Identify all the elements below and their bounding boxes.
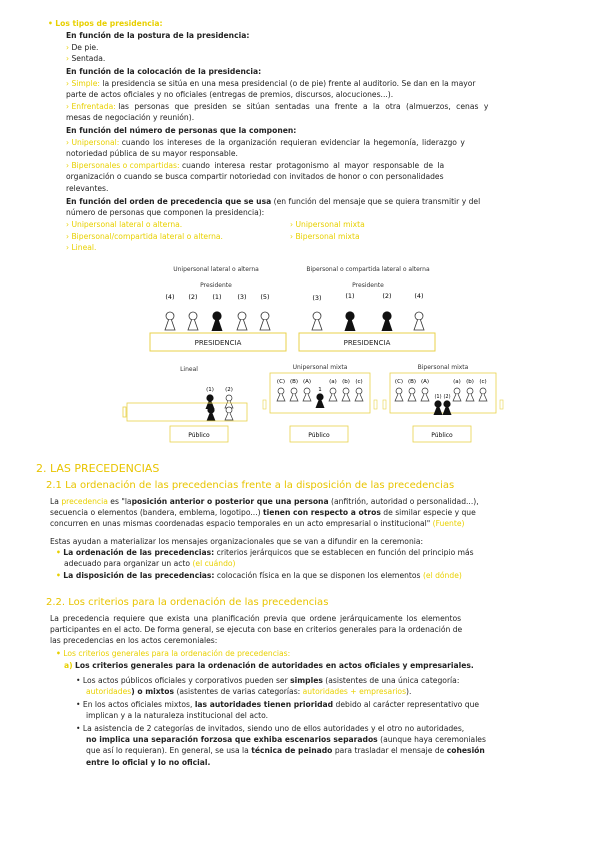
diagram-bipersonal-lateral: [299, 266, 435, 351]
publico-label: Público: [188, 432, 210, 439]
diagram-label: (b): [342, 379, 350, 385]
publico-label: Público: [431, 432, 453, 439]
orden-line-1: En función del orden de precedencia que se usa (en función del mensaje que se quiera transmitir y del: [66, 197, 481, 206]
tipos-presidencia-title: Los tipos de presidencia:: [55, 19, 163, 28]
diagram-label: (C): [276, 379, 286, 385]
publico-label: Público: [308, 432, 330, 439]
orden-line-2: número de personas que componen la presidencia):: [66, 208, 265, 217]
enfrentada-line-2: mesas de negociación y reunión).: [66, 113, 195, 122]
criterios-a-heading: a) Los criterios generales para la ordenación de autoridades en actos oficiales y empresariales.: [64, 661, 474, 670]
person-icon: [421, 388, 429, 401]
diagram-label: (1): [345, 292, 355, 300]
diagram-sublabel: Presidente: [352, 282, 384, 289]
diagram-label: (B): [289, 379, 299, 385]
person-icon: [237, 312, 247, 330]
person-icon: [290, 388, 298, 401]
person-icon: [345, 311, 356, 331]
person-icon: [225, 407, 233, 420]
diagram-label: (a): [453, 379, 461, 385]
person-icon: [312, 312, 322, 330]
person-icon: [260, 312, 270, 330]
criterios-generales-bullet: • Los criterios generales para la ordenación de precedencias:: [56, 649, 291, 658]
diagram-sublabel: Presidente: [200, 282, 232, 289]
diagram-label: (4): [414, 292, 424, 300]
person-icon: [188, 312, 198, 330]
diagram-label: (2): [188, 293, 198, 301]
diagram-label: (4): [165, 293, 175, 301]
diagram-caption: Unipersonal lateral o alterna: [173, 266, 259, 273]
diagram-label: (2): [225, 387, 233, 393]
person-icon: [453, 388, 461, 401]
bipersonal-line-3: relevantes.: [66, 184, 109, 193]
diagram-label: (C): [394, 379, 404, 385]
ordenacion-bullet-l2: adecuado para organizar un acto (el cuándo): [64, 559, 236, 568]
p-criterios-l1: La precedencia requiere que exista una planificación previa que ordene jerárquicamente los elementos: [50, 614, 462, 623]
p-criterios-l3: las precedencias en los actos ceremoniales:: [50, 636, 218, 645]
diagram-bipersonal-mixta: [383, 364, 503, 442]
person-icon: [316, 393, 325, 408]
diagram-lineal: [123, 366, 247, 442]
unipersonal-line-2: notoriedad pública de su mayor responsable.: [66, 149, 238, 158]
person-icon: [329, 388, 337, 401]
simple-line-2: parte de actos oficiales y no oficiales (entregas de premios, discursos, alocuciones...).: [66, 90, 394, 99]
simple-line-1: › Simple: la presidencia se sitúa en una mesa presidencial (o de pie) frente al auditorio. Se dan en la mayor: [66, 79, 476, 88]
section-2-heading: 2. LAS PRECEDENCIAS: [36, 462, 160, 475]
person-icon: [277, 388, 285, 401]
person-icon: [466, 388, 474, 401]
person-icon: [395, 388, 403, 401]
diagram-label: (c): [479, 379, 487, 385]
diagram-label: 1: [318, 387, 322, 393]
unipersonal-line-1: › Unipersonal: cuando los intereses de la organización requieran evidenciar la hegemonía, liderazgo y: [66, 138, 465, 147]
item-1-l1: • Los actos públicos oficiales y corporativos pueden ser simples (asistentes de una única categoría:: [76, 676, 460, 685]
diagram-unipersonal-lateral: [150, 266, 286, 351]
list-item: › Unipersonal mixta: [290, 220, 365, 229]
diagram-label: (A): [302, 379, 312, 385]
p-precedencia-l2: secuencia o elementos (bandera, emblema, logotipo...) tienen con respecto a otros de similar especie y que: [50, 508, 476, 517]
diagram-label: (1): [206, 387, 214, 393]
list-item: › Bipersonal mixta: [290, 232, 360, 241]
subsection-2-2-heading: 2.2. Los criterios para la ordenación de las precedencias: [46, 597, 329, 608]
bipersonal-line-1: › Bipersonales o compartidas: cuando interesa restar protagonismo al mayor responsable de la: [66, 161, 445, 170]
p-precedencia-l1: La precedencia es "laposición anterior o posterior que una persona (anfitrión, autoridad o personalidad...),: [50, 497, 479, 506]
disposicion-bullet: • La disposición de las precedencias: colocación física en la que se disponen los elementos (el dónde): [56, 571, 462, 580]
diagram-label: (A): [420, 379, 430, 385]
person-icon: [303, 388, 311, 401]
subsection-2-1-heading: 2.1 La ordenación de las precedencias frente a la disposición de las precedencias: [46, 480, 455, 491]
tipos-presidencia-item: • Los tipos de presidencia:: [48, 19, 163, 28]
diagram-label: (1): [212, 293, 222, 301]
person-icon: [207, 406, 216, 421]
person-icon: [342, 388, 350, 401]
person-icon: [212, 311, 223, 331]
diagram-label: (B): [407, 379, 417, 385]
item-2-l1: • En los actos oficiales mixtos, las autoridades tienen prioridad debido al carácter representativo que: [76, 700, 480, 709]
list-item: › Unipersonal lateral o alterna.: [66, 220, 183, 229]
list-item: › De pie.: [66, 43, 99, 52]
diagram-unipersonal-mixta: [263, 364, 377, 442]
diagram-label: (1): [434, 394, 442, 400]
diagram-label: (b): [466, 379, 474, 385]
item-3-l2: no implica una separación forzosa que exhiba escenarios separados (aunque haya ceremoniales: [86, 735, 486, 744]
item-3-l1: • La asistencia de 2 categorías de invitados, siendo uno de ellos autoridades y el otro no autoridades,: [76, 724, 465, 733]
diagram-caption: Bipersonal o compartida lateral o alterna: [306, 266, 430, 273]
person-icon: [414, 312, 424, 330]
enfrentada-line-1: › Enfrentada: las personas que presiden se sitúan sentadas una frente a la otra (almuerzos, cenas y: [66, 102, 489, 111]
numero-heading: En función del número de personas que la componen:: [66, 126, 297, 135]
diagram-caption: Unipersonal mixta: [292, 364, 348, 371]
presidencia-label: PRESIDENCIA: [343, 339, 391, 347]
person-icon: [355, 388, 363, 401]
item-3-l4: entre lo oficial y lo no oficial.: [86, 758, 211, 767]
diagram-label: (c): [355, 379, 363, 385]
person-icon: [408, 388, 416, 401]
diagram-label: (3): [237, 293, 247, 301]
person-icon: [479, 388, 487, 401]
person-icon: [225, 395, 233, 408]
p-materializar: Estas ayudan a materializar los mensajes organizacionales que se van a difundir en la ceremonia:: [50, 537, 424, 546]
diagram-caption: Bipersonal mixta: [417, 364, 469, 371]
list-item: › Lineal.: [66, 243, 97, 252]
diagram-label: (2): [382, 292, 392, 300]
colocacion-heading: En función de la colocación de la presidencia:: [66, 67, 262, 76]
p-criterios-l2: participantes en el acto. De forma general, se ejecuta con base en criterios generales para la ordenación de: [50, 625, 463, 634]
item-1-l2: autoridades) o mixtos (asistentes de varias categorías: autoridades + empresarios).: [86, 687, 412, 696]
person-icon: [443, 400, 452, 415]
item-3-l3: que así lo requieran). En general, se usa la técnica de peinado para trasladar el mensaje de cohesión: [86, 746, 485, 755]
person-icon: [165, 312, 175, 330]
person-icon: [382, 311, 393, 331]
item-2-l2: implican y a la naturaleza institucional del acto.: [86, 711, 269, 720]
diagram-label: (5): [260, 293, 270, 301]
postura-heading: En función de la postura de la presidencia:: [66, 31, 250, 40]
diagram-caption: Lineal: [180, 366, 198, 373]
ordenacion-bullet: • La ordenación de las precedencias: criterios jerárquicos que se establecen en función del principio más: [56, 548, 474, 557]
diagram-label: (2): [443, 394, 451, 400]
presidencia-label: PRESIDENCIA: [194, 339, 242, 347]
list-item: › Sentada.: [66, 54, 106, 63]
diagram-label: (a): [329, 379, 337, 385]
diagram-label: (3): [312, 294, 322, 302]
bipersonal-line-2: organización o cuando se busca compartir notoriedad con invitados de honor o con personalidades: [66, 172, 444, 181]
person-icon: [434, 400, 443, 415]
p-precedencia-l3: concurren en unas mismas coordenadas espacio temporales en un acto empresarial o institucional" (Fuente): [50, 519, 465, 528]
list-item: › Bipersonal/compartida lateral o alterna.: [66, 232, 223, 241]
